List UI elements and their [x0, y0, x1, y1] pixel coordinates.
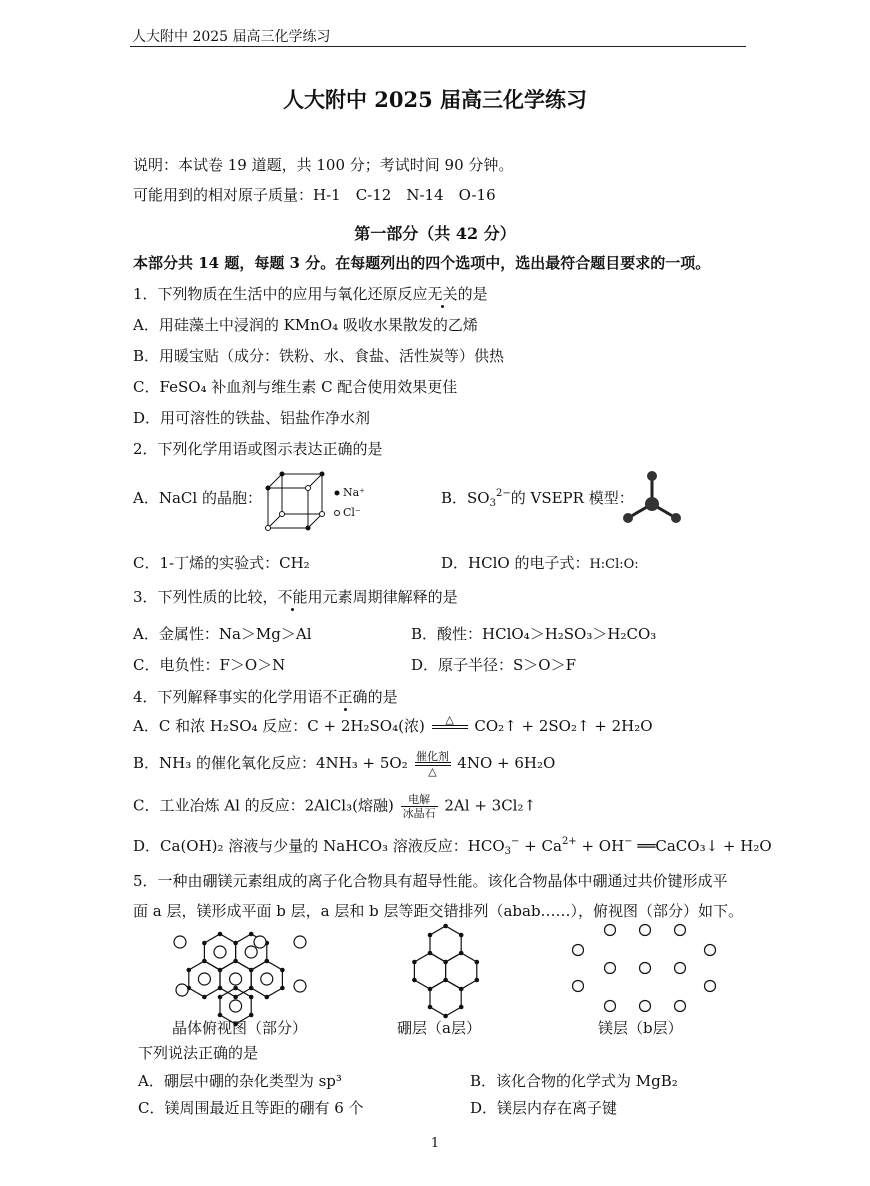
legend-na: Na⁺ — [343, 486, 365, 499]
boron-atom — [428, 933, 433, 938]
boron-hexagon — [446, 953, 477, 989]
nacl-unit-cell-diagram — [264, 470, 326, 532]
magnesium-atom — [254, 936, 266, 948]
running-header: 人大附中 2025 届高三化学练习 — [132, 29, 331, 45]
boron-atom — [233, 986, 238, 991]
q3-option-a: A．金属性：Na＞Mg＞Al — [133, 625, 312, 643]
q4-option-d: D．Ca(OH)₂ 溶液与少量的 NaHCO₃ 溶液反应：$HCO_3^- + Ca^{2+} + OH^-$ ══CaCO₃↓ + H₂O — [133, 836, 772, 857]
boron-atom — [475, 978, 480, 983]
boron-atom — [249, 968, 254, 973]
boron-atom — [412, 978, 417, 983]
boron-atom — [202, 959, 207, 964]
boron-atom — [280, 986, 285, 991]
part-heading: 第一部分（共 42 分） — [354, 224, 516, 243]
magnesium-atom — [605, 1001, 616, 1012]
page-title: 人大附中 2025 届高三化学练习 — [282, 87, 588, 112]
magnesium-atom — [294, 980, 306, 992]
q4-option-c: C．工业冶炼 Al 的反应：2AlCl₃(熔融) $\frac{\text{电解}}{\text{冰晶石}}$ 2Al + 3Cl₂↑ — [133, 793, 537, 820]
boron-hexagon — [430, 980, 461, 1016]
boron-atom — [187, 968, 192, 973]
boron-atom — [249, 932, 254, 937]
q4-option-b: B．NH₃ 的催化氧化反应：4NH₃ + 5O₂ 催化剂 △ 4NO + 6H₂O — [133, 750, 556, 778]
boron-atom — [249, 986, 254, 991]
q2-option-b-label: B．$SO_3^{2-}$的 VSEPR 模型： — [441, 488, 634, 509]
boron-atom — [218, 932, 223, 937]
q2-option-a-label: A．NaCl 的晶胞： — [133, 489, 262, 507]
fig1-caption: 晶体俯视图（部分） — [172, 1019, 308, 1037]
magnesium-atom — [573, 981, 584, 992]
magnesium-atom — [675, 925, 686, 936]
q1-option-a: A．用硅藻土中浸润的 KMnO₄ 吸收水果散发的乙烯 — [133, 316, 478, 334]
magnesium-atom — [705, 981, 716, 992]
part-note: 本部分共 14 题，每题 3 分。在每题列出的四个选项中，选出最符合题目要求的一项。 — [133, 254, 711, 272]
fig3-caption: 镁层（b层） — [598, 1019, 683, 1037]
q5-option-a: A．硼层中硼的杂化类型为 sp³ — [138, 1072, 342, 1090]
fig2-caption: 硼层（a层） — [397, 1019, 481, 1037]
boron-atom — [218, 995, 223, 1000]
magnesium-atom — [640, 1001, 651, 1012]
q3-option-d: D．原子半径：S＞O＞F — [411, 656, 577, 674]
q3-stem: 3．下列性质的比较，不能用元素周期律解释的是 — [133, 588, 458, 606]
q3-option-c: C．电负性：F＞O＞N — [133, 656, 286, 674]
magnesium-atom — [176, 984, 188, 996]
crystal-top-view-diagram — [160, 922, 320, 1018]
q3-option-b: B．酸性：HClO₄＞H₂SO₃＞H₂CO₃ — [411, 625, 657, 643]
boron-atom — [233, 995, 238, 1000]
boron-atom — [218, 968, 223, 973]
magnesium-atom — [640, 925, 651, 936]
magnesium-atom — [605, 963, 616, 974]
boron-layer-diagram — [385, 922, 505, 1018]
boron-atom — [249, 995, 254, 1000]
q1-emphasis: 无关 — [427, 285, 458, 303]
boron-atom — [443, 924, 448, 929]
q2-stem: 2．下列化学用语或图示表达正确的是 — [133, 440, 383, 458]
q2-option-c: C．1-丁烯的实验式：CH₂ — [133, 554, 310, 572]
magnesium-atom — [675, 963, 686, 974]
q5-prompt: 下列说法正确的是 — [138, 1044, 259, 1062]
header-rule — [130, 46, 746, 47]
q3-emphasis: 不能 — [277, 588, 308, 606]
boron-atom — [202, 995, 207, 1000]
q1-option-d: D．用可溶性的铁盐、铝盐作净水剂 — [133, 409, 371, 427]
q2-option-d: D．HClO 的电子式：H:Cl:O: — [441, 554, 639, 572]
boron-atom — [412, 960, 417, 965]
q5-stem-line-2: 面 a 层，镁形成平面 b 层，a 层和 b 层等距交错排列（abab……），俯视图（部分）如下。 — [133, 902, 744, 920]
magnesium-atom — [214, 946, 226, 958]
q1-stem: 1．下列物质在生活中的应用与氧化还原反应无关的是 — [133, 285, 488, 303]
boron-atom — [428, 987, 433, 992]
magnesium-atom — [675, 1001, 686, 1012]
q4-emphasis: 不正确 — [322, 688, 368, 706]
instructions-line-1: 说明：本试卷 19 道题，共 100 分；考试时间 90 分钟。 — [133, 156, 514, 174]
boron-atom — [265, 995, 270, 1000]
boron-atom — [218, 986, 223, 991]
boron-atom — [428, 951, 433, 956]
q1-option-b: B．用暖宝贴（成分：铁粉、水、食盐、活性炭等）供热 — [133, 347, 505, 365]
boron-atom — [475, 960, 480, 965]
q4-option-a: A．C 和浓 H₂SO₄ 反应：C + 2H₂SO₄(浓) △ CO₂↑ + 2SO₂↑ + 2H₂O — [133, 713, 653, 735]
magnesium-atom — [605, 925, 616, 936]
vsepr-tetrahedral-model — [620, 470, 684, 530]
boron-atom — [265, 959, 270, 964]
magnesium-layer-diagram — [570, 922, 720, 1018]
magnesium-atom — [573, 945, 584, 956]
page-number: 1 — [430, 1136, 440, 1151]
magnesium-atom — [245, 946, 257, 958]
boron-atom — [459, 987, 464, 992]
legend-markers — [333, 488, 341, 518]
magnesium-atom — [230, 973, 242, 985]
magnesium-atom — [230, 1000, 242, 1012]
instructions-line-2: 可能用到的相对原子质量：H-1 C-12 N-14 O-16 — [133, 186, 496, 204]
boron-atom — [459, 933, 464, 938]
boron-atom — [233, 941, 238, 946]
q5-option-d: D．镁层内存在离子键 — [470, 1099, 618, 1117]
boron-hexagon — [430, 926, 461, 962]
magnesium-atom — [640, 963, 651, 974]
boron-atom — [443, 960, 448, 965]
boron-atom — [443, 978, 448, 983]
boron-atom — [428, 1005, 433, 1010]
q5-option-c: C．镁周围最近且等距的硼有 6 个 — [138, 1099, 364, 1117]
boron-atom — [280, 968, 285, 973]
boron-hexagon — [414, 953, 445, 989]
boron-atom — [459, 1005, 464, 1010]
q5-stem-line-1: 5．一种由硼镁元素组成的离子化合物具有超导性能。该化合物晶体中硼通过共价键形成平 — [133, 872, 728, 890]
boron-atom — [233, 959, 238, 964]
legend-cl: Cl⁻ — [343, 506, 361, 519]
magnesium-atom — [174, 936, 186, 948]
q5-option-b: B．该化合物的化学式为 MgB₂ — [470, 1072, 678, 1090]
q4-stem: 4．下列解释事实的化学用语不正确的是 — [133, 688, 398, 706]
magnesium-atom — [705, 945, 716, 956]
q1-option-c: C．FeSO₄ 补血剂与维生素 C 配合使用效果更佳 — [133, 378, 458, 396]
magnesium-atom — [261, 973, 273, 985]
boron-atom — [459, 951, 464, 956]
boron-atom — [202, 941, 207, 946]
magnesium-atom — [198, 973, 210, 985]
magnesium-atom — [294, 936, 306, 948]
